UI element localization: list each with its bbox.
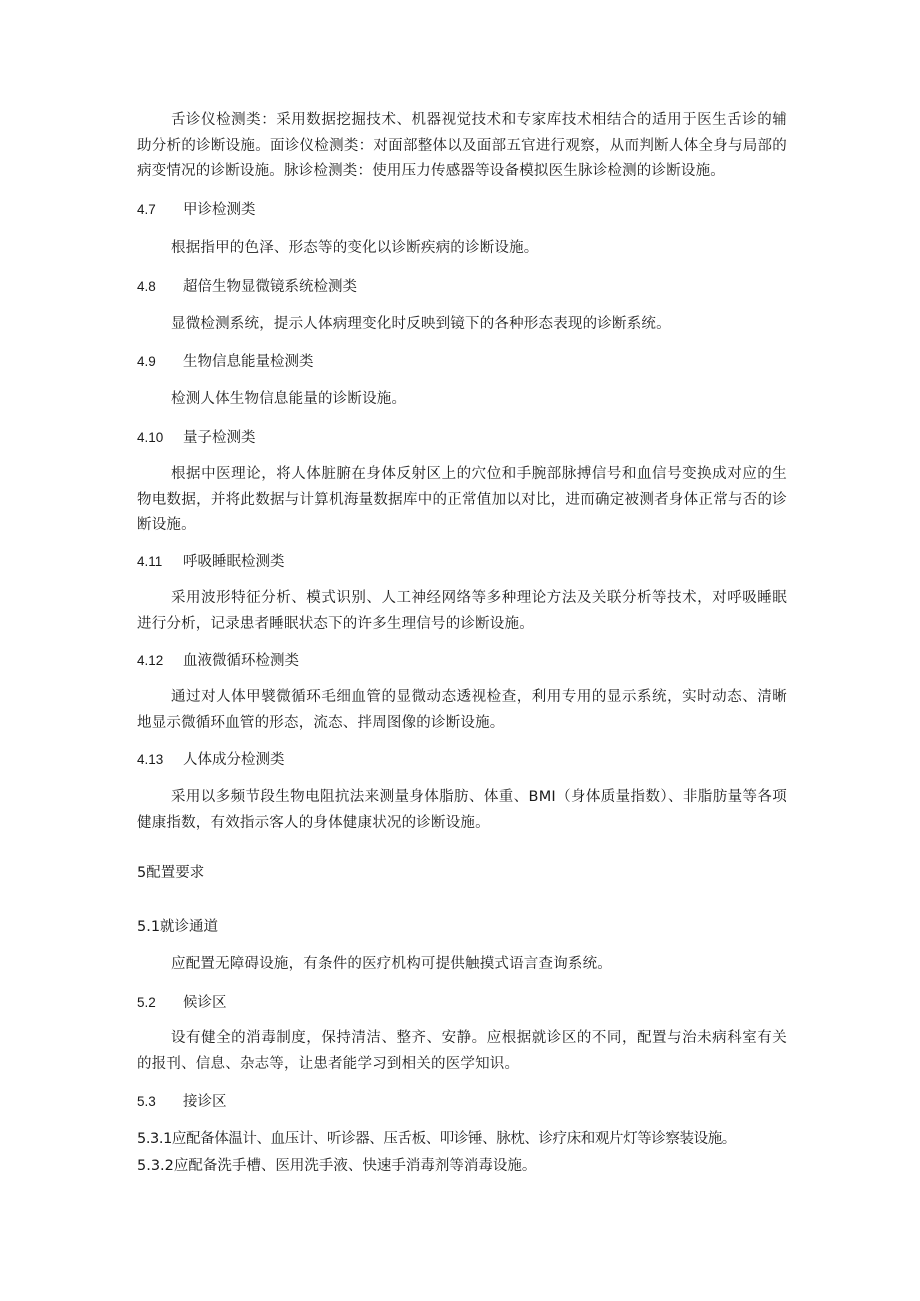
section-number: 4.7 [137, 202, 156, 217]
section-number: 4.9 [137, 354, 156, 369]
section-title: 超倍生物显微镜系统检测类 [183, 279, 357, 295]
section-text-4-12: 通过对人体甲襞微循环毛细血管的显微动态透视检查，利用专用的显示系统，实时动态、清晰地显示微循环血管的形态，流态、拌周图像的诊断设施。 [137, 689, 787, 731]
section-text-4-8: 显微检测系统，提示人体病理变化时反映到镜下的各种形态表现的诊断系统。 [171, 316, 671, 332]
section-heading-4-13 [137, 750, 787, 770]
section-title: 量子检测类 [183, 430, 256, 446]
section-text-4-7: 根据指甲的色泽、形态等的变化以诊断疾病的诊断设施。 [171, 240, 539, 256]
section-text-4-9: 检测人体生物信息能量的诊断设施。 [171, 391, 407, 407]
chapter-heading-5: 5配置要求 [137, 865, 205, 881]
section-heading-5-1: 5.1就诊通道 [137, 919, 219, 935]
section-text-5-1: 应配置无障碍设施，有条件的医疗机构可提供触摸式语言查询系统。 [171, 956, 612, 972]
item-5-3-2: 5.3.2应配备洗手槽、医用洗手液、快速手消毒剂等消毒设施。 [137, 1158, 537, 1174]
section-text-5-2: 设有健全的消毒制度，保持清洁、整齐、安静。应根据就诊区的不同，配置与治未病科室有关的报刊、信息、杂志等，让患者能学习到相关的医学知识。 [137, 1030, 787, 1072]
section-number: 5.3 [137, 1094, 156, 1109]
section-title: 接诊区 [183, 1094, 227, 1110]
section-text-4-11: 采用波形特征分析、模式识别、人工神经网络等多种理论方法及关联分析等技术，对呼吸睡眠进行分析，记录患者睡眠状态下的许多生理信号的诊断设施。 [137, 590, 787, 632]
section-title: 甲诊检测类 [183, 202, 256, 218]
section-heading-4-11 [137, 552, 787, 572]
section-heading-5-3 [137, 1092, 787, 1112]
section-number: 4.12 [137, 653, 164, 668]
section-heading-4-10 [137, 428, 787, 448]
section-title: 生物信息能量检测类 [183, 354, 314, 370]
section-text-4-13: 采用以多频节段生物电阻抗法来测量身体脂肪、体重、BMI（身体质量指数）、非脂肪量等各项健康指数，有效指示客人的身体健康状况的诊断设施。 [137, 789, 787, 831]
section-title: 人体成分检测类 [183, 752, 285, 768]
section-number: 4.8 [137, 279, 156, 294]
section-number: 4.11 [137, 554, 163, 569]
section-heading-4-7 [137, 200, 787, 220]
section-number: 4.10 [137, 430, 164, 445]
section-heading-4-12 [137, 651, 787, 671]
section-text-4-10: 根据中医理论，将人体脏腑在身体反射区上的穴位和手腕部脉搏信号和血信号变换成对应的生物电数据，并将此数据与计算机海量数据库中的正常值加以对比，进而确定被测者身体正常与否的诊断设施。 [137, 466, 787, 533]
section-title: 呼吸睡眠检测类 [183, 554, 285, 570]
section-heading-5-2 [137, 993, 787, 1013]
section-number: 4.13 [137, 752, 164, 767]
section-number: 5.2 [137, 995, 156, 1010]
paragraph-diagnosis-devices: 舌诊仪检测类：采用数据挖掘技术、机器视觉技术和专家库技术相结合的适用于医生舌诊的辅助分析的诊断设施。面诊仪检测类：对面部整体以及面部五官进行观察，从而判断人体全身与局部的病变情况的诊断设施。脉诊检测类：使用压力传感器等设备模拟医生脉诊检测的诊断设施。 [137, 112, 787, 179]
section-title: 血液微循环检测类 [183, 653, 299, 669]
section-title: 候诊区 [183, 995, 227, 1011]
section-heading-4-8 [137, 277, 787, 297]
section-heading-4-9 [137, 352, 787, 372]
item-5-3-1: 5.3.1应配备体温计、血压计、听诊器、压舌板、叩诊锤、脉枕、诊疗床和观片灯等诊察装设施。 [137, 1131, 736, 1147]
